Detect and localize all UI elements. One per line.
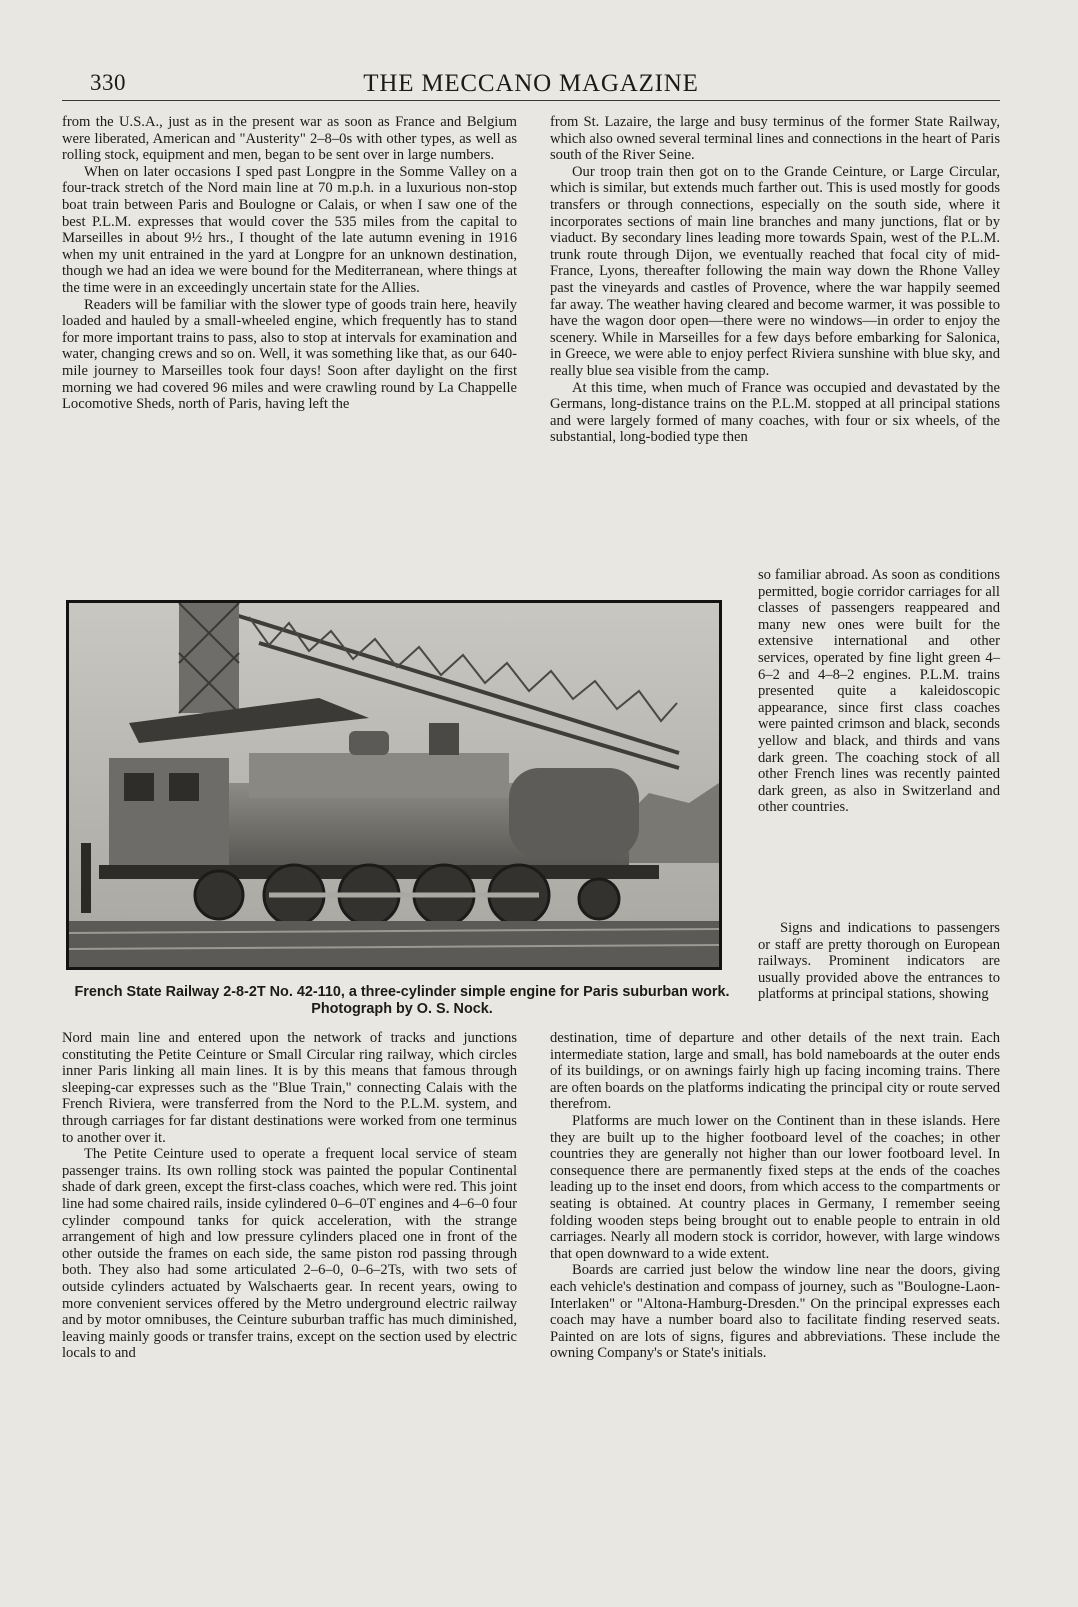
- paragraph: so familiar abroad. As soon as conditions permitted, bogie corridor carriages for all classes of passengers reappeared and many new ones were built for the extensive international and other services, operated by fine light green 4–6–2 and 4–8–2 engines. P.L.M. trains presented quite a kaleidoscopic appearance, since first class coaches were painted crimson and black, seconds yellow and black, and thirds and vans dark green. The coaching stock of all other French lines was recently painted dark green, as also in Switzerland and other countries.: [758, 567, 1000, 816]
- header-rule: [62, 100, 1000, 101]
- paragraph: At this time, when much of France was occupied and devastated by the Germans, long-distance trains on the P.L.M. stopped at all principal stations and were largely formed of many coaches, with four or six wheels, of the substantial, long-bodied type then: [550, 379, 1000, 446]
- paragraph: Signs and indications to passengers or staff are pretty thorough on European railways. Prominent indicators are usually provided above the entrances to platforms at principal stations, showing: [758, 920, 1000, 1003]
- paragraph: The Petite Ceinture used to operate a frequent local service of steam passenger trains. Its own rolling stock was painted the popular Continental shade of dark green, except the first-class coaches, which were red. This joint line had some chaired rails, inside cylindered 0–6–0T engines and 4–6–0 four cylinder compound tanks for quick acceleration, with the strange arrangement of high and low pressure cylinders placed one in front of the other outside the frames on each side, the same piston rod passing through both. They also had some articulated 2–6–0, 0–6–2Ts, with two sets of outside cylinders actuated by Walschaerts gear. In recent years, owing to more convenient services offered by the Metro underground electric railway and by motor omnibuses, the Ceinture suburban traffic has much diminished, leaving mainly goods or transfer trains, except on the section used by electric locals to and: [62, 1146, 517, 1362]
- locomotive-photo: [66, 600, 722, 970]
- photo-caption: French State Railway 2-8-2T No. 42-110, a three-cylinder simple engine for Paris suburban work. Photograph by O. S. Nock.: [74, 984, 730, 1017]
- right-column-top: [550, 114, 1000, 446]
- paragraph: from the U.S.A., just as in the present war as soon as France and Belgium were liberated, American and "Austerity" 2–8–0s with other types, as well as rolling stock, equipment and men, began to be sent over in large numbers.: [62, 114, 517, 164]
- paragraph: destination, time of departure and other details of the next train. Each intermediate station, large and small, has bold nameboards at the outer ends of its buildings, or on awnings fairly high up facing incoming trains. There are often boards on the platforms indicating the principal city or route served therefrom.: [550, 1030, 1000, 1113]
- page-header: [62, 70, 1000, 104]
- paragraph: When on later occasions I sped past Longpre in the Somme Valley on a four-track stretch of the Nord main line at 70 m.p.h. in a luxurious non-stop boat train between Paris and Boulogne or Calais, or when I saw one of the best P.L.M. expresses that would cover the 535 miles from the capital to Marseilles in about 9½ hrs., I thought of the late autumn evening in 1916 when my unit entrained in the yard at Longpre for an unknown destination, though we had an idea we were bound for the Mediterranean, where things at the time were in an exceedingly uncertain state for the Allies.: [62, 163, 517, 296]
- paragraph: Readers will be familiar with the slower type of goods train here, heavily loaded and hauled by a small-wheeled engine, which frequently has to stand for more important trains to pass, also to stop at intervals for examination and water, changing crews and so on. Well, it was something like that, as our 640-mile journey to Marseilles took four days! Soon after daylight on the first morning we had covered 96 miles and were crawling round by La Chappelle Locomotive Sheds, north of Paris, having left the: [62, 296, 517, 413]
- page-number: 330: [90, 70, 126, 95]
- right-column-wrap-2: [758, 920, 1000, 1003]
- right-column-bottom: [550, 1030, 1000, 1362]
- locomotive-illustration: [69, 603, 719, 967]
- right-column-wrap: [758, 567, 1000, 816]
- paragraph: Boards are carried just below the window line near the doors, giving each vehicle's destination and compass of journey, such as "Boulogne-Laon-Interlaken" or "Altona-Hamburg-Dresden." On the principal expresses each coach may have a number board also to facilitate finding reserved seats. Painted on are lots of signs, figures and abbreviations. These include the owning Company's or State's initials.: [550, 1262, 1000, 1362]
- paragraph: from St. Lazaire, the large and busy terminus of the former State Railway, which also owned several terminal lines and connections in the heart of Paris south of the River Seine.: [550, 114, 1000, 164]
- left-column-bottom: [62, 1030, 517, 1362]
- paragraph: Our troop train then got on to the Grande Ceinture, or Large Circular, which is similar, but extends much farther out. This is used mostly for goods transfers or through connections, especially on the south side, where it incorporates sections of main line branches and many junctions, flat or by viaduct. By secondary lines leading more towards Spain, west of the P.L.M. trunk route through Dijon, we eventually reached that focal city of mid-France, Lyons, thereafter following the main way down the Rhone Valley past the vineyards and castles of Provence, where the war happily seemed far away. The weather having cleared and become warmer, it was possible to have the wagon door open—there were no windows—in order to enjoy the scenery. While in Marseilles for a few days before embarking for Salonica, in Greece, we were able to enjoy perfect Riviera sunshine with blue sky, and really blue sea visible from the camp.: [550, 163, 1000, 379]
- paragraph: Platforms are much lower on the Continent than in these islands. Here they are built up to the higher footboard level of the coaches; in other countries they are generally not higher than our lower footboard level. In consequence there are permanently fixed steps at the ends of the coaches leading up to the inset end doors, from which access to the compartments or seating is obtained. At country places in Germany, I remember seeing folding wooden steps being brought out to enable people to entrain in old carriages. Nearly all modern stock is corridor, however, with large windows that open downward to a wide extent.: [550, 1112, 1000, 1262]
- left-column-top: [62, 114, 517, 413]
- paragraph: Nord main line and entered upon the network of tracks and junctions constituting the Petite Ceinture or Small Circular ring railway, which circles inner Paris linking all main lines. It is by this means that famous through sleeping-car expresses such as the "Blue Train," connecting Calais with the French Riviera, were transferred from the Nord to the P.L.M. system, and through carriages for far distant destinations were worked from one terminus to another over it.: [62, 1030, 517, 1146]
- magazine-title: THE MECCANO MAGAZINE: [363, 70, 699, 97]
